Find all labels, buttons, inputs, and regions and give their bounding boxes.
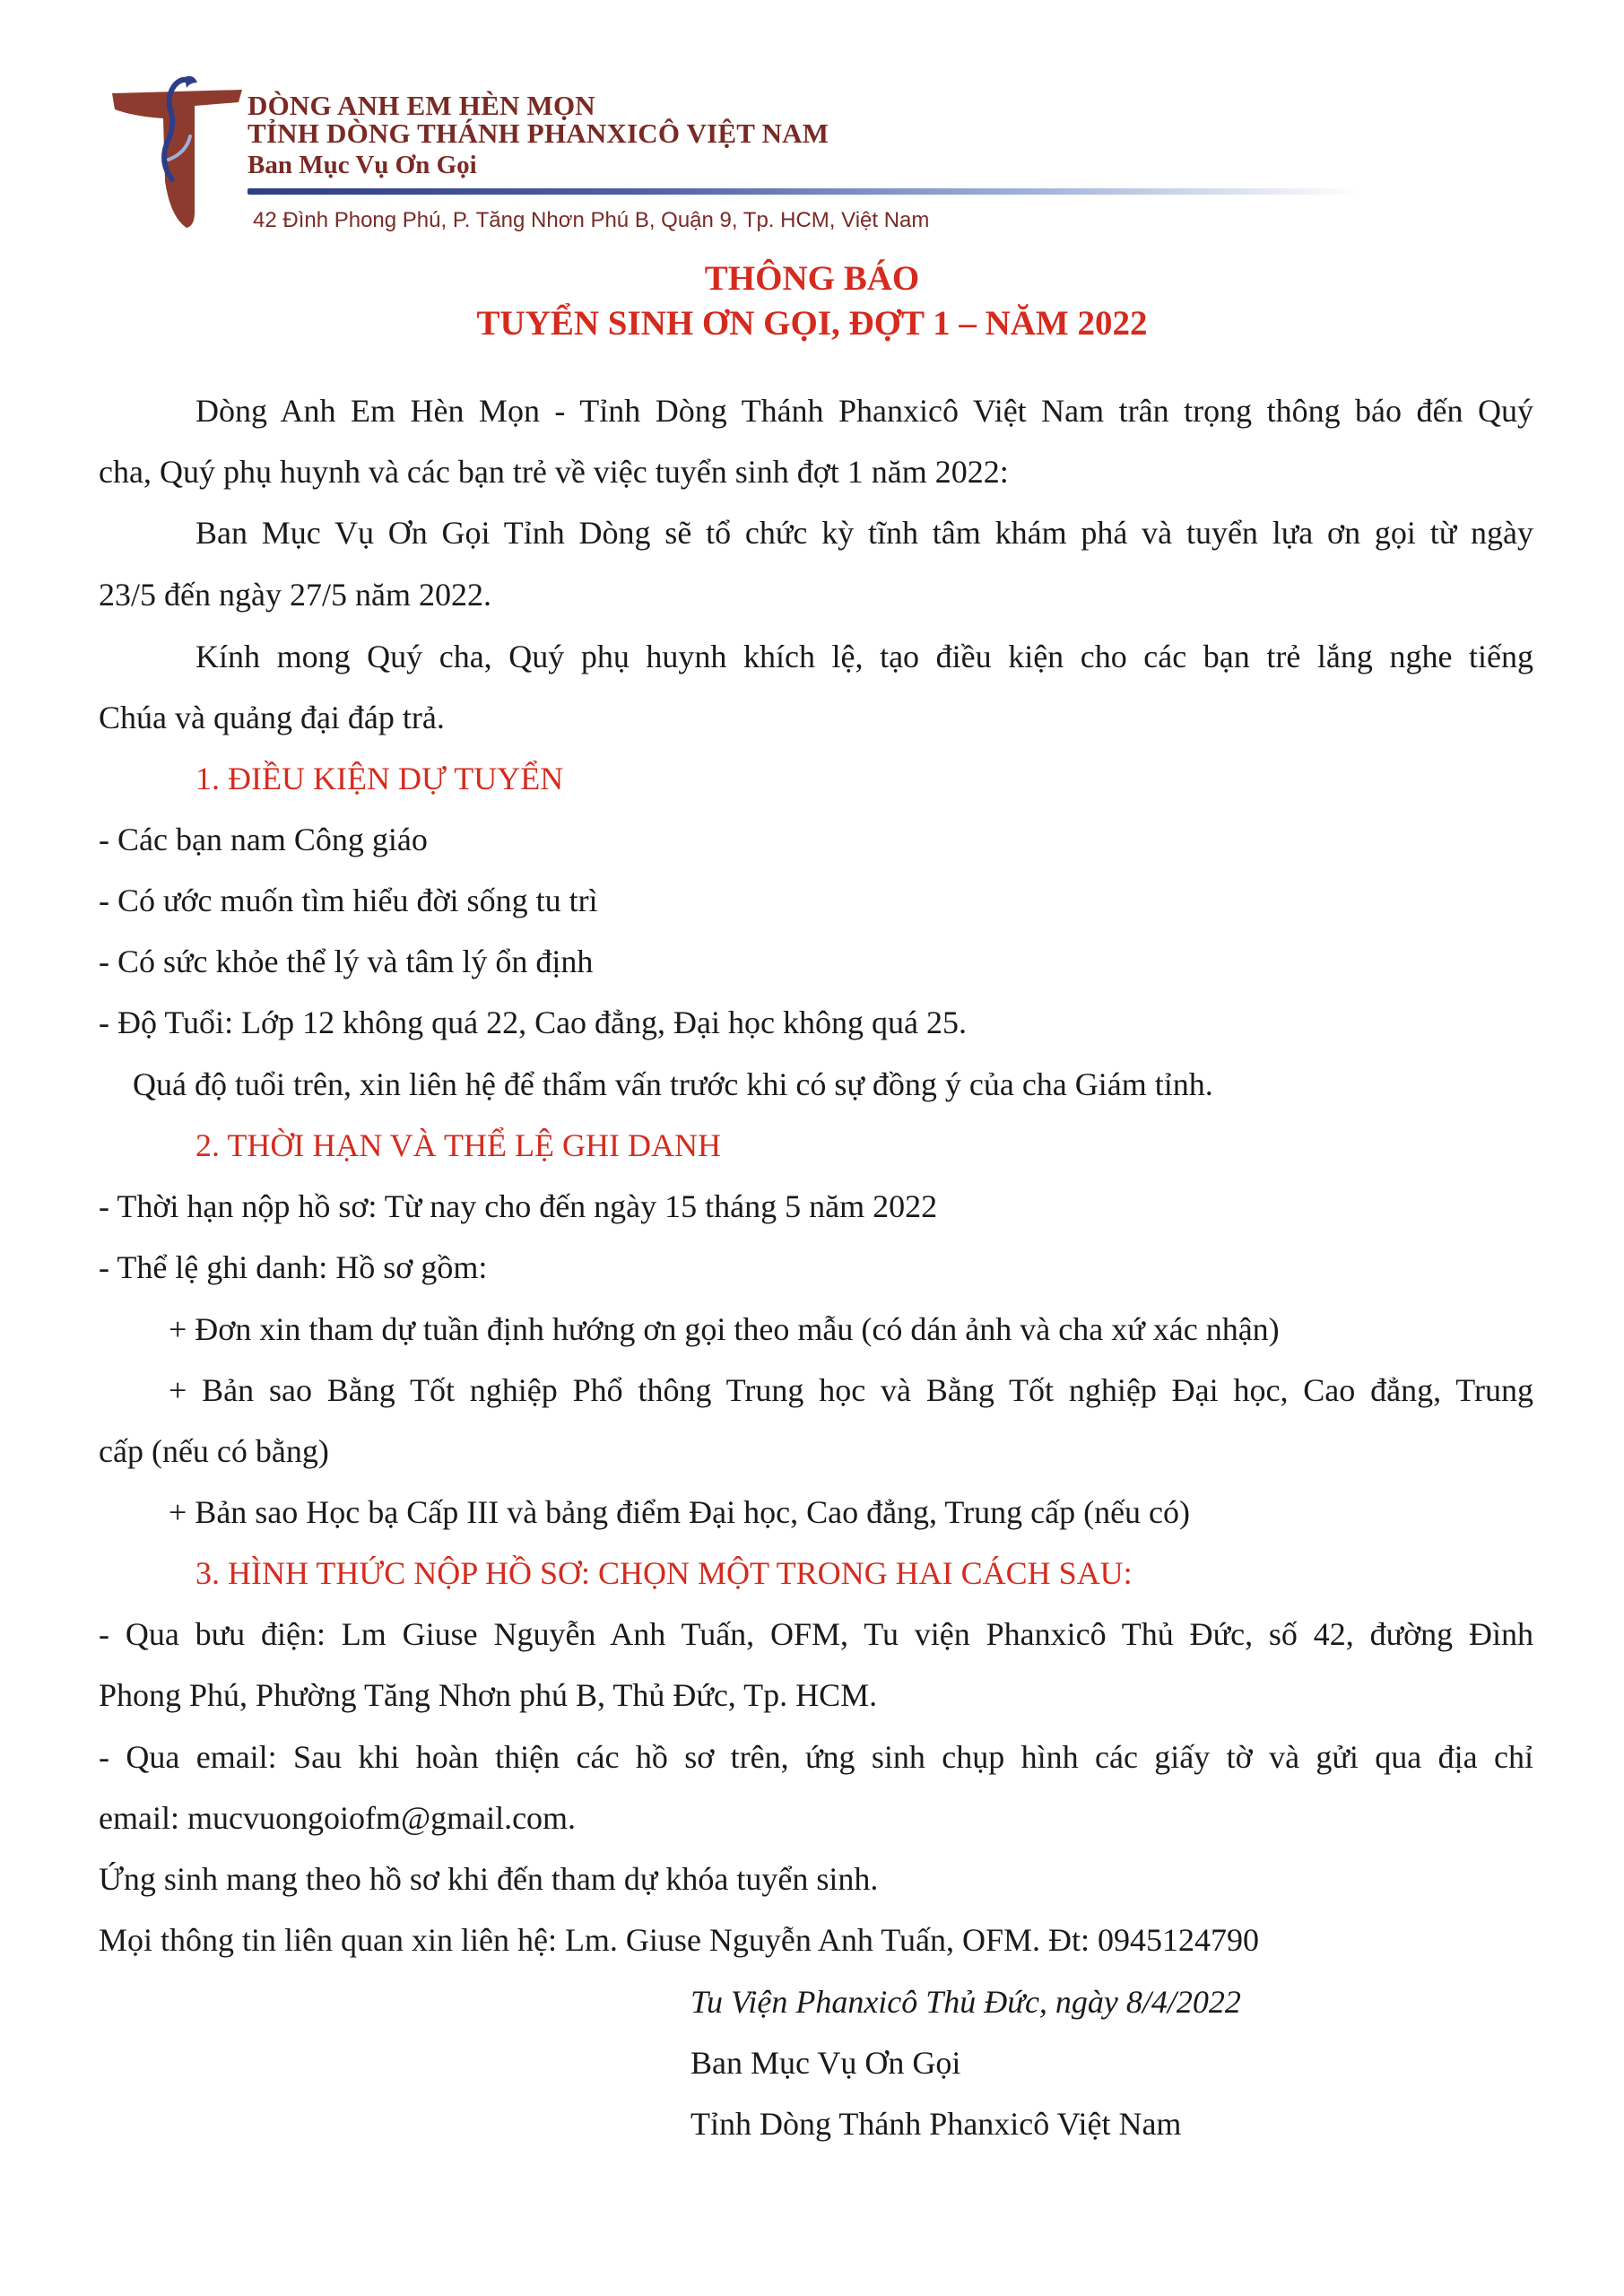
signature-line-1: Ban Mục Vụ Ơn Gọi [690, 2045, 961, 2081]
bring-documents-note: Ứng sinh mang theo hồ sơ khi đến tham dự khóa tuyển sinh. [99, 1861, 879, 1897]
intro-paragraph-3-line-1: Kính mong Quý cha, Quý phụ huynh khích lệ, tạo điều kiện cho các bạn trẻ lắng nghe tiếng [195, 639, 1533, 674]
intro-paragraph-2-line-2: 23/5 đến ngày 27/5 năm 2022. [99, 577, 491, 613]
condition-item: - Các bạn nam Công giáo [99, 822, 428, 857]
notice-title: THÔNG BÁO [704, 259, 920, 298]
section-2-heading: 2. THỜI HẠN VÀ THỂ LỆ GHI DANH [195, 1127, 721, 1163]
document-item: + Bản sao Học bạ Cấp III và bảng điểm Đại học, Cao đẳng, Trung cấp (nếu có) [169, 1494, 1191, 1530]
submission-by-email: - Qua email: Sau khi hoàn thiện các hồ sơ trên, ứng sinh chụp hình các giấy tờ và gửi qua địa chỉ [99, 1739, 1533, 1775]
submission-by-post-continued: Phong Phú, Phường Tăng Nhơn phú B, Thủ Đức, Tp. HCM. [99, 1677, 878, 1713]
franciscan-logo-icon [108, 74, 251, 230]
intro-paragraph-3-line-2: Chúa và quảng đại đáp trả. [99, 700, 445, 735]
submission-by-post: - Qua bưu điện: Lm Giuse Nguyễn Anh Tuấn, OFM, Tu viện Phanxicô Thủ Đức, số 42, đường Đình [99, 1616, 1533, 1652]
registration-rules-item: - Thể lệ ghi danh: Hồ sơ gồm: [99, 1249, 488, 1285]
section-3-heading: 3. HÌNH THỨC NỘP HỒ SƠ: CHỌN MỘT TRONG HAI CÁCH SAU: [195, 1555, 1133, 1591]
org-address: 42 Đình Phong Phú, P. Tăng Nhơn Phú B, Quận 9, Tp. HCM, Việt Nam [253, 208, 930, 232]
deadline-item: - Thời hạn nộp hồ sơ: Từ nay cho đến ngày 15 tháng 5 năm 2022 [99, 1188, 938, 1224]
document-item: + Đơn xin tham dự tuần định hướng ơn gọi theo mẫu (có dán ảnh và cha xứ xác nhận) [169, 1311, 1280, 1347]
intro-paragraph-1-line-2: cha, Quý phụ huynh và các bạn trẻ về việc tuyển sinh đợt 1 năm 2022: [99, 454, 1009, 490]
org-department: Ban Mục Vụ Ơn Gọi [248, 151, 477, 179]
document-item-continued: cấp (nếu có bằng) [99, 1433, 329, 1469]
header-rule [248, 188, 1359, 195]
org-name-line2: TỈNH DÒNG THÁNH PHANXICÔ VIỆT NAM [248, 117, 829, 149]
signature-line-2: Tỉnh Dòng Thánh Phanxicô Việt Nam [690, 2106, 1182, 2142]
notice-subtitle: TUYỂN SINH ƠN GỌI, ĐỢT 1 – NĂM 2022 [476, 304, 1148, 343]
condition-item: - Độ Tuổi: Lớp 12 không quá 22, Cao đẳng, Đại học không quá 25. [99, 1004, 967, 1040]
condition-item: - Có sức khỏe thể lý và tâm lý ổn định [99, 944, 594, 979]
condition-item: - Có ước muốn tìm hiểu đời sống tu trì [99, 883, 598, 918]
email-address: email: mucvuongoiofm@gmail.com. [99, 1800, 577, 1836]
section-1-heading: 1. ĐIỀU KIỆN DỰ TUYỂN [195, 761, 564, 796]
intro-paragraph-1-line-1: Dòng Anh Em Hèn Mọn - Tỉnh Dòng Thánh Phanxicô Việt Nam trân trọng thông báo đến Quý [195, 393, 1533, 429]
org-name-line1: DÒNG ANH EM HÈN MỌN [248, 90, 595, 121]
contact-info: Mọi thông tin liên quan xin liên hệ: Lm. Giuse Nguyễn Anh Tuấn, OFM. Đt: 0945124790 [99, 1922, 1259, 1958]
intro-paragraph-2-line-1: Ban Mục Vụ Ơn Gọi Tỉnh Dòng sẽ tổ chức kỳ tĩnh tâm khám phá và tuyển lựa ơn gọi từ ngày [195, 515, 1533, 551]
age-note: Quá độ tuổi trên, xin liên hệ để thẩm vấn trước khi có sự đồng ý của cha Giám tỉnh. [133, 1066, 1213, 1102]
place-and-date: Tu Viện Phanxicô Thủ Đức, ngày 8/4/2022 [690, 1984, 1241, 2020]
document-item: + Bản sao Bằng Tốt nghiệp Phổ thông Trung học và Bằng Tốt nghiệp Đại học, Cao đẳng, Trung [169, 1372, 1533, 1408]
